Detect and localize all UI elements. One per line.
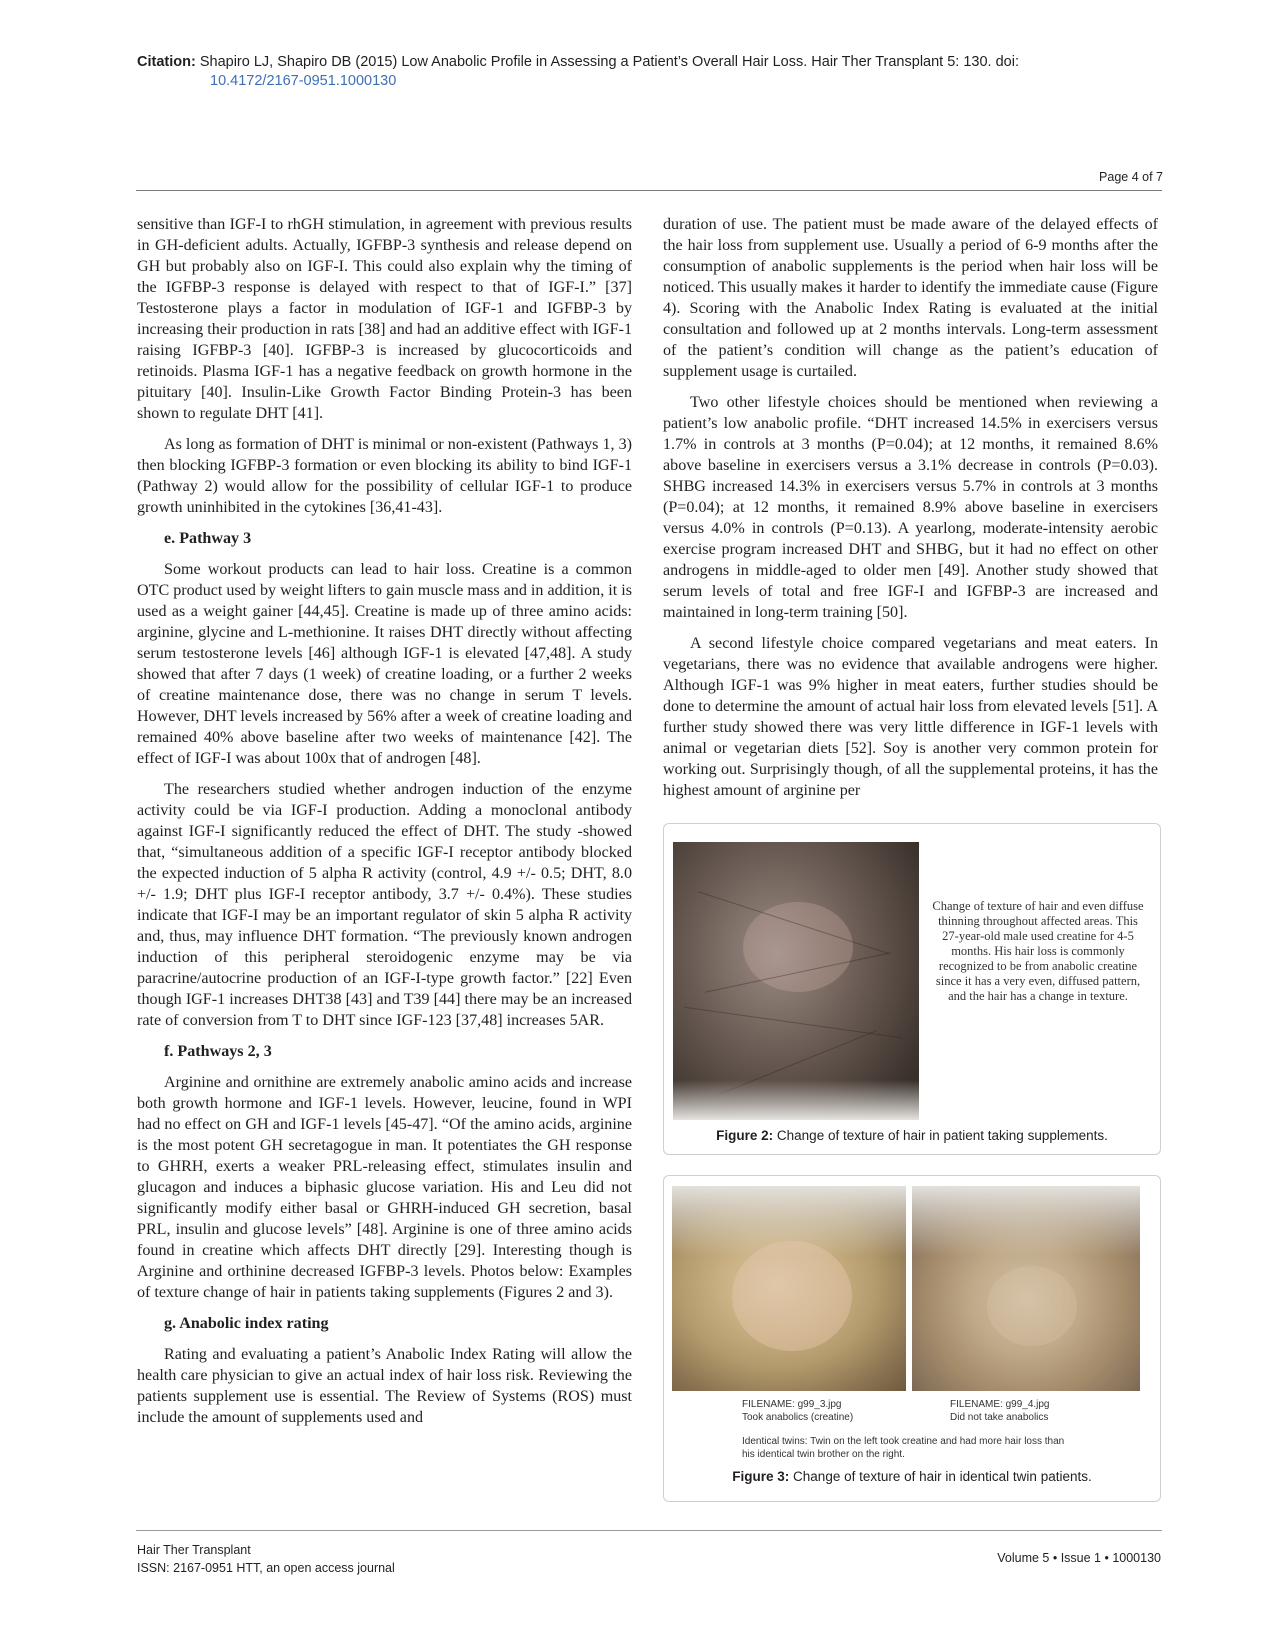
figure-2-caption: [664, 1128, 1160, 1143]
figure-2-caption-text: Change of texture of hair in patient taking supplements.: [776, 1128, 1108, 1143]
paragraph: Rating and evaluating a patient’s Anabolic Index Rating will allow the health care physician to give an actual index of hair loss risk. Reviewing the patients supplement use is essential. The Review of Systems (ROS) must include the amount of supplements used and: [137, 1346, 632, 1426]
figure-2-inset-text: Change of texture of hair and even diffuse thinning throughout affected areas. This 27-year-old male used creatine for 4-5 months. His hair loss is commonly recognized to be from anabolic creatine since it has a very even, diffused pattern, and the hair has a change in texture.: [932, 899, 1144, 1003]
issn: ISSN: 2167-0951 HTT, an open access journal: [137, 1561, 395, 1575]
volume-info: Volume 5 • Issue 1 • 1000130: [997, 1551, 1161, 1565]
doi-link[interactable]: 10.4172/2167-0951.1000130: [210, 73, 397, 89]
citation: [137, 53, 1167, 91]
right-column: [663, 214, 1158, 811]
paragraph: A second lifestyle choice compared vegetarians and meat eaters. In vegetarians, there was no evidence that available androgens were higher. Although IGF-1 was 9% higher in meat eaters, further studies should be done to determine the amount of actual hair loss from elevated levels [51]. A further study showed there was very little difference in IGF-1 levels with animal or vegetarian diets [52]. Soy is another very common protein for working out. Surprisingly though, of all the supplemental proteins, it has the highest amount of arginine per: [663, 635, 1158, 799]
footer-divider: [136, 1530, 1162, 1531]
journal-name: Hair Ther Transplant: [137, 1543, 251, 1557]
citation-label: Citation:: [137, 54, 196, 70]
figure-3-label: Figure 3:: [732, 1469, 790, 1484]
filename-right: FILENAME: g99_4.jpg Did not take anabolics: [950, 1399, 1050, 1423]
twins-note: Identical twins: Twin on the left took creatine and had more hair loss than his identical twin brother on the right.: [742, 1436, 1065, 1460]
citation-text: Shapiro LJ, Shapiro DB (2015) Low Anabolic Profile in Assessing a Patient’s Overall Hair Loss. Hair Ther Transplant 5: 130. doi:: [199, 54, 1019, 70]
paragraph: Some workout products can lead to hair loss. Creatine is a common OTC product used by weight lifters to gain muscle mass and in addition, it is used as a weight gainer [44,45]. Creatine is made up of three amino acids: arginine, glycine and L-methionine. It raises DHT directly without affecting serum testosterone levels [46] although IGF-1 is elevated [47,48]. A study showed that after 7 days (1 week) of creatine loading, or a further 2 weeks of creatine maintenance dose, there was no change in serum T levels. However, DHT levels increased by 56% after a week of creatine loading and remained 40% above baseline after two weeks of maintenance [42]. The effect of IGF-I was about 100x that of androgen [48].: [137, 561, 632, 767]
filename-left: FILENAME: g99_3.jpg Took anabolics (creatine): [742, 1399, 854, 1423]
figure-3-caption: [664, 1469, 1160, 1484]
figure-2-label: Figure 2:: [716, 1128, 774, 1143]
paragraph: Two other lifestyle choices should be mentioned when reviewing a patient’s low anabolic profile. “DHT increased 14.5% in exercisers versus 1.7% in controls at 3 months (P=0.04); at 12 months, it remained 8.6% above baseline in exercisers versus a 3.1% decrease in controls (P=0.03). SHBG increased 14.3% in exercisers versus 5.7% in controls at 3 months (P=0.04); at 12 months, it remained 8.9% above baseline in exercisers versus 4.0% in controls (P=0.13). A yearlong, moderate-intensity aerobic exercise program increased DHT and SHBG, but it had no effect on other androgens in middle-aged to older men [49]. Another study showed that serum levels of total and free IGF-I and IGFBP-3 are increased and maintained in long-term training [50].: [663, 394, 1158, 621]
twin-photo-right: [912, 1186, 1140, 1391]
section-heading-pathway-3: e. Pathway 3: [164, 530, 252, 547]
twin-photo-left: [672, 1186, 906, 1391]
paragraph: As long as formation of DHT is minimal or non-existent (Pathways 1, 3) then blocking IGFBP-3 formation or even blocking its ability to bind IGF-1 (Pathway 2) would allow for the possibility of cellular IGF-1 to produce growth uninhibited in the cytokines [36,41-43].: [137, 436, 632, 516]
page-number: Page 4 of 7: [1099, 170, 1163, 184]
section-heading-pathways-2-3: f. Pathways 2, 3: [164, 1043, 272, 1060]
figure-2: [663, 823, 1161, 1155]
paragraph: The researchers studied whether androgen induction of the enzyme activity could be via IGF-I production. Adding a monoclonal antibody against IGF-I significantly reduced the effect of DHT. The study -showed that, “simultaneous addition of a specific IGF-I receptor antibody blocked the expected induction of 5 alpha R activity (control, 4.9 +/- 0.5; DHT, 8.0 +/- 1.9; DHT plus IGF-I receptor antibody, 3.7 +/- 0.4%). These studies indicate that IGF-I may be an important regulator of skin 5 alpha R activity and, thus, may influence DHT formation. “The previously known androgen induction of this peripheral steroidogenic enzyme may be via paracrine/autocrine production of an IGF-I-type growth factor.” [22] Even though IGF-1 increases DHT38 [43] and T39 [44] there may be an increased rate of conversion from T to DHT since IGF-123 [37,48] increases 5AR.: [137, 781, 632, 1029]
section-heading-anabolic-index: g. Anabolic index rating: [164, 1315, 329, 1332]
footer-journal-info: [137, 1541, 395, 1577]
paragraph: Arginine and ornithine are extremely anabolic amino acids and increase both growth hormone and IGF-1 levels. However, leucine, found in WPI had no effect on GH and IGF-1 levels [45-47]. “Of the amino acids, arginine is the most potent GH secretagogue in man. It potentiates the GH response to GHRH, exerts a weaker PRL-releasing effect, stimulates insulin and glucagon and induces a biphasic glucose variation. His and Leu did not significantly modify either basal or GHRH-induced GH secretion, basal PRL, insulin and glucose levels” [48]. Arginine is one of three amino acids found in creatine which affects DHT directly [29]. Interesting though is Arginine and orthinine decreased IGFBP-3 levels. Photos below: Examples of texture change of hair in patients taking supplements (Figures 2 and 3).: [137, 1074, 632, 1301]
scalp-photo: [673, 842, 919, 1120]
paragraph: sensitive than IGF-I to rhGH stimulation, in agreement with previous results in GH-deficient adults. Actually, IGFBP-3 synthesis and release depend on GH but probably also on IGF-I. This could also explain why the timing of the IGFBP-3 response is delayed with respect to that of IGF-I.” [37] Testosterone plays a factor in modulation of IGF-1 and IGFBP-3 by increasing their production in rats [38] and had an additive effect with IGF-1 raising IGFBP-3 [40]. IGFBP-3 is increased by glucocorticoids and retinoids. Plasma IGF-1 has a negative feedback on growth hormone in the pituitary [40]. Insulin-Like Growth Factor Binding Protein-3 has been shown to regulate DHT [41].: [137, 216, 632, 422]
paragraph: duration of use. The patient must be made aware of the delayed effects of the hair loss from supplement use. Usually a period of 6-9 months after the consumption of anabolic supplements is the period when hair loss will be noticed. This usually makes it harder to identify the immediate cause (Figure 4). Scoring with the Anabolic Index Rating is evaluated at the initial consultation and followed up at 2 months intervals. Long-term assessment of the patient’s condition will change as the patient’s education of supplement usage is curtailed.: [663, 216, 1158, 380]
figure-3: [663, 1175, 1161, 1502]
figure-3-caption-text: Change of texture of hair in identical twin patients.: [793, 1469, 1092, 1484]
header-divider: [136, 190, 1162, 191]
left-column: [137, 214, 632, 1438]
